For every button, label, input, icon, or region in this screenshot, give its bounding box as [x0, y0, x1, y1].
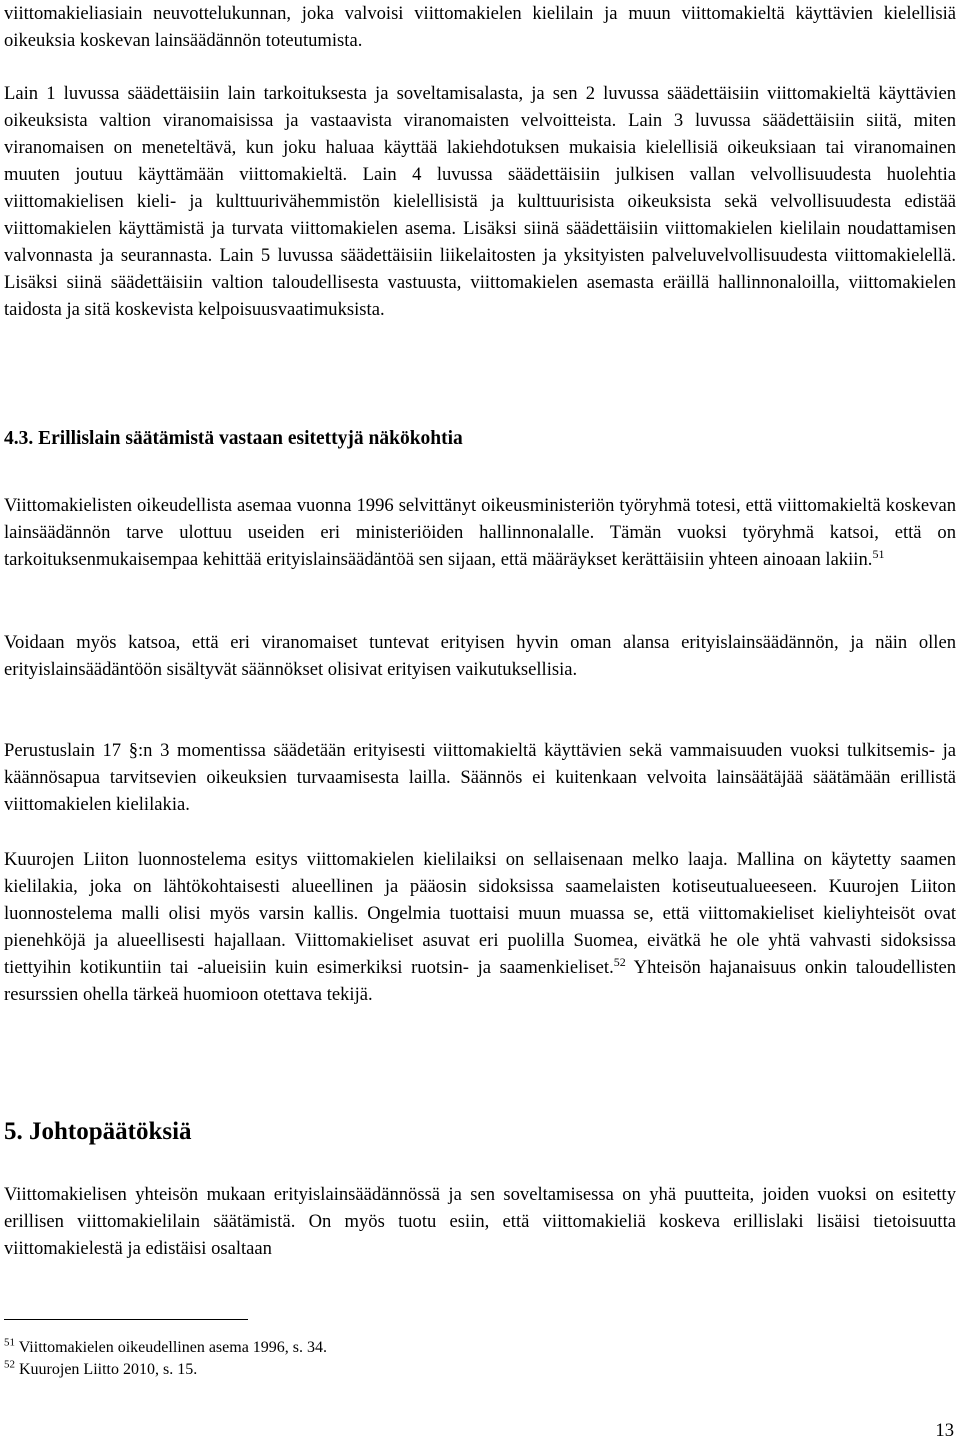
footnote-separator: [4, 1319, 248, 1320]
page-number: 13: [935, 1420, 954, 1441]
paragraph-constitution: Perustuslain 17 §:n 3 momentissa säädetään erityisesti viittomakieltä käyttävien sekä vammaisuuden vuoksi tulkitsemis- ja käännösapua tarvitsevien oikeuksien turvaamisesta lailla. Säännös ei kuitenkaan velvoita lainsäätäjää säätämään erillistä viittomakielen kielilakia.: [4, 740, 956, 815]
footnote-52: [4, 1359, 197, 1381]
paragraph-working-group-text: Viittomakielisten oikeudellista asemaa vuonna 1996 selvittänyt oikeusministeriön työryhmä totesi, että viittomakieltä koskevan lainsäädännön tarve ulottuu useiden eri ministeriöiden hallinnonalalle. Tämän vuoksi työryhmä katsoi, että on tarkoituksenmukaisempaa kehittää erityislainsäädäntöä sen sijaan, että määräykset kerättäisiin yhteen ainoaan lakiin.: [4, 495, 956, 570]
section-heading-4-3: 4.3. Erillislain säätämistä vastaan esitettyjä näkökohtia: [4, 428, 463, 449]
paragraph-continued: viittomakieliasiain neuvottelukunnan, joka valvoisi viittomakielen kielilain ja muun viittomakieltä käyttävien kielellisiä oikeuksia koskevan lainsäädännön toteutumista.: [4, 3, 956, 51]
footnote-text: Kuurojen Liitto 2010, s. 15.: [15, 1361, 198, 1378]
paragraph-law-chapters: Lain 1 luvussa säädettäisiin lain tarkoituksesta ja soveltamisalasta, ja sen 2 luvussa säädettäisiin viittomakieltä käyttävien oikeuksista valtion viranomaisissa ja vastaavista viranomaisten velvoitteista. Lain 3 luvussa säädettäisiin siitä, miten viranomaisen on meneteltävä, kun joku haluaa käyttää lakiehdotuksen mukaisia kielellisiä oikeuksiaan tai viranomainen muuten joutuu käyttämään viittomakieltä. Lain 4 luvussa säädettäisiin julkisen vallan velvollisuudesta huolehtia viittomakielisen kieli- ja kulttuurivähemmistön kielellisistä ja kulttuurisista oikeuksista sekä velvollisuudesta edistää viittomakielen käyttämistä ja turvata viittomakielen asema. Lisäksi siinä säädettäisiin viittomakielen kielilain noudattamisen valvonnasta ja seurannasta. Lain 5 luvussa säädettäisiin liikelaitosten ja yksityisten palveluvelvollisuudesta viittomakielellä. Lisäksi siinä säädettäisiin valtion taloudellisesta vastuusta, viittomakielen asemasta eräillä hallinnonaloilla, viittomakielen taidosta ja sitä koskevista kelpoisuusvaatimuksista.: [4, 83, 956, 320]
paragraph-authorities: Voidaan myös katsoa, että eri viranomaiset tuntevat erityisen hyvin oman alansa erityislainsäädännön, ja näin ollen erityislainsäädäntöön sisältyvät säännökset olisivat erityisen vaikutuksellisia.: [4, 632, 956, 680]
paragraph-deaf-association-text-a: Kuurojen Liiton luonnostelema esitys viittomakielen kielilaiksi on sellaisenaan melko laaja. Mallina on käytetty saamen kielilakia, joka on lähtökohtaisesti alueellinen ja pääosin sidoksissa saamelaisten kotiseutualueeseen. Kuurojen Liiton luonnostelema malli olisi myös varsin kallis. Ongelmia tuottaisi muun muassa se, että viittomakieliset kieliyhteisöt ovat pienehköjä ja alueellisesti hajallaan. Viittomakieliset asuvat eri puolilla Suomea, eivätkä he ole yhtä vahvasti sidoksissa tiettyihin kotikuntiin tai -alueisiin kuin esimerkiksi ruotsin- ja saamenkieliset.: [4, 849, 956, 978]
footnote-text: Viittomakielen oikeudellinen asema 1996, s. 34.: [15, 1339, 328, 1356]
footnote-number: 52: [4, 1358, 15, 1371]
footnote-ref-52: 52: [613, 954, 626, 969]
section-heading-5: 5. Johtopäätöksiä: [4, 1118, 192, 1145]
paragraph-conclusions: Viittomakielisen yhteisön mukaan erityislainsäädännössä ja sen soveltamisessa on yhä puutteita, joiden vuoksi on esitetty erillisen viittomakielilain säätämistä. On myös tuotu esiin, että viittomakieliä koskeva erillislaki lisäisi tietoisuutta viittomakielestä ja edistäisi osaltaan: [4, 1184, 956, 1259]
paragraph-working-group: [4, 492, 956, 573]
footnote-51: [4, 1337, 327, 1359]
footnote-ref-51: 51: [872, 546, 885, 561]
footnote-number: 51: [4, 1336, 15, 1349]
paragraph-deaf-association: [4, 846, 956, 1008]
paragraph-deaf-association-text-b: Yhteisön hajanaisuus onkin taloudellisten resurssien ohella tärkeä huomioon otettava tekijä.: [4, 957, 956, 1005]
